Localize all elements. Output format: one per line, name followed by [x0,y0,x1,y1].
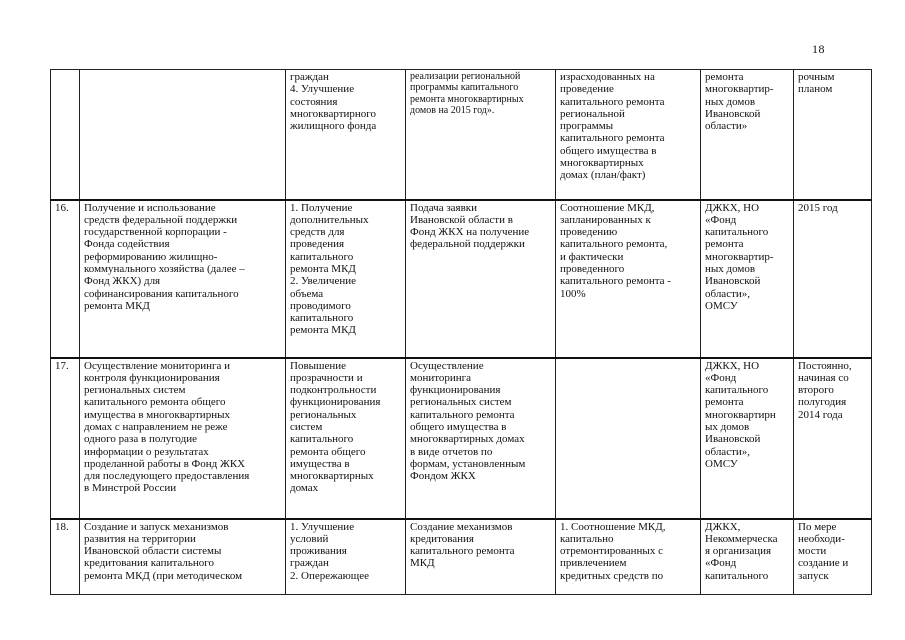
cell-goal: Повышение прозрачности и подконтрольности функционирования региональных систем капитального ремонта общего имущества в многоквартирных домах [286,358,406,519]
cell-indicator: израсходованных на проведение капитального ремонта региональной программы капитального ремонта общего имущества в многоквартирных домах (план/факт) [556,70,701,200]
cell-action [80,70,286,200]
cell-goal: граждан 4. Улучшение состояния многоквартирного жилищного фонда [286,70,406,200]
page-number: 18 [812,42,825,56]
cell-executor: ДЖКХ, НО «Фонд капитального ремонта многоквартирн ых домов Ивановской области», ОМСУ [701,358,794,519]
cell-number: 16. [51,200,80,358]
cell-deadline: Постоянно, начиная со второго полугодия 2014 года [794,358,872,519]
cell-number: 18. [51,519,80,595]
action-plan-table [50,69,872,595]
cell-deadline: 2015 год [794,200,872,358]
cell-executor: ДЖКХ, НО «Фонд капитального ремонта многоквартир- ных домов Ивановской области», ОМСУ [701,200,794,358]
cell-result: Подача заявки Ивановской области в Фонд ЖКХ на получение федеральной поддержки [406,200,556,358]
cell-number [51,70,80,200]
cell-indicator: 1. Соотношение МКД, капитально отремонтированных с привлечением кредитных средств по [556,519,701,595]
cell-result: Осуществление мониторинга функционирования региональных систем капитального ремонта общего имущества в многоквартирных домах в виде отчетов по формам, установленным Фондом ЖКХ [406,358,556,519]
cell-result: реализации региональной программы капитального ремонта многоквартирных домов на 2015 год». [406,70,556,200]
cell-indicator [556,358,701,519]
table-row [51,519,872,595]
cell-deadline: рочным планом [794,70,872,200]
cell-executor: ремонта многоквартир- ных домов Ивановской области» [701,70,794,200]
cell-action: Осуществление мониторинга и контроля функционирования региональных систем капитального ремонта общего имущества в многоквартирных домах с направлением не реже одного раза в полугодие информации о результатах проделанной работы в Фонд ЖКХ для последующего предоставления в Минстрой России [80,358,286,519]
cell-result: Создание механизмов кредитования капитального ремонта МКД [406,519,556,595]
table-row [51,200,872,358]
table-row [51,70,872,200]
cell-action: Получение и использование средств федеральной поддержки государственной корпорации - Фонда содействия реформированию жилищно- коммунального хозяйства (далее – Фонд ЖКХ) для софинансирования капитального ремонта МКД [80,200,286,358]
cell-indicator: Соотношение МКД, запланированных к проведению капитального ремонта, и фактически проведенного капитального ремонта - 100% [556,200,701,358]
cell-action: Создание и запуск механизмов развития на территории Ивановской области системы кредитования капитального ремонта МКД (при методическом [80,519,286,595]
cell-goal: 1. Улучшение условий проживания граждан 2. Опережающее [286,519,406,595]
cell-number: 17. [51,358,80,519]
cell-executor: ДЖКХ, Некоммерческа я организация «Фонд капитального [701,519,794,595]
table-row [51,358,872,519]
cell-goal: 1. Получение дополнительных средств для проведения капитального ремонта МКД 2. Увеличение объема проводимого капитального ремонта МКД [286,200,406,358]
cell-deadline: По мере необходи- мости создание и запуск [794,519,872,595]
